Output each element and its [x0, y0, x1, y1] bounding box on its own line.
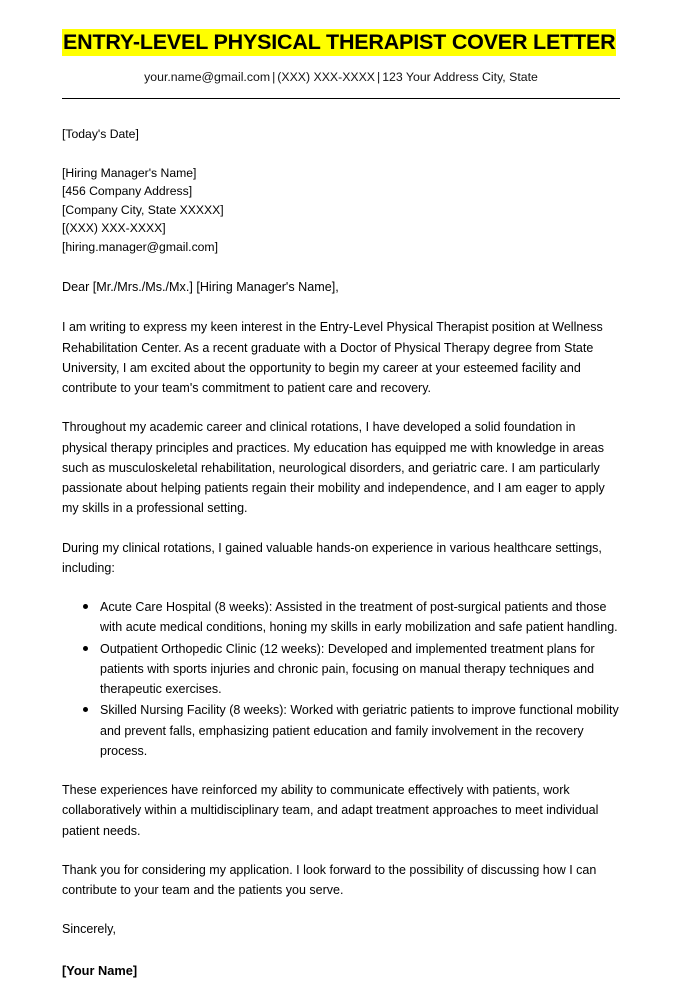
- bullet-icon: [83, 604, 88, 609]
- signature-name: [Your Name]: [62, 963, 138, 979]
- list-intro-paragraph: During my clinical rotations, I gained valuable hands-on experience in various healthcare settings, including:: [62, 540, 602, 575]
- signoff: Sincerely,: [62, 922, 116, 937]
- list-item: [62, 700, 620, 761]
- recipient-email: [hiring.manager@gmail.com]: [62, 239, 218, 254]
- body-paragraph-2: Throughout my academic career and clinical rotations, I have developed a solid foundation in physical therapy principles and practices. My education has equipped me with knowledge in areas such as musculoskeletal rehabilitation, neurological disorders, and geriatric care. I am particularly passionate about helping patients regain their mobility and independence, and I am eager to apply my skills in a professional setting.: [62, 420, 605, 516]
- body-paragraph-1: I am writing to express my keen interest in the Entry-Level Physical Therapist position at Wellness Rehabilitation Center. As a recent graduate with a Doctor of Physical Therapy degree from State University, I am excited about the opportunity to begin my career at your esteemed facility and contribute to your team's commitment to patient care and recovery.: [62, 320, 603, 396]
- letter-header: [62, 0, 620, 99]
- page-title: [62, 29, 620, 55]
- header-divider: [62, 98, 620, 99]
- list-item-text: Outpatient Orthopedic Clinic (12 weeks): Developed and implemented treatment plans for patients with sports injuries and chronic pain, focusing on manual therapy techniques and therapeutic exercises.: [100, 641, 595, 697]
- list-item: [62, 597, 620, 638]
- experience-list: [62, 597, 620, 761]
- list-item-text: Acute Care Hospital (8 weeks): Assisted in the treatment of post-surgical patients and those with acute medical conditions, honing my skills in early mobilization and safe patient handling.: [100, 600, 618, 635]
- letter-body: [62, 125, 620, 980]
- list-item: [62, 639, 620, 700]
- contact-line: [62, 69, 620, 86]
- contact-phone: (XXX) XXX-XXXX: [277, 70, 376, 85]
- contact-separator-1: |: [272, 70, 276, 85]
- contact-email: your.name@gmail.com: [144, 70, 271, 85]
- recipient-name: [Hiring Manager's Name]: [62, 165, 197, 180]
- bullet-icon: [83, 707, 88, 712]
- contact-separator-2: |: [377, 70, 381, 85]
- contact-address: 123 Your Address City, State: [382, 70, 538, 85]
- title-highlight: ENTRY-LEVEL PHYSICAL THERAPIST COVER LETTER: [63, 30, 616, 54]
- closing-paragraph-1: These experiences have reinforced my ability to communicate effectively with patients, work collaboratively within a multidisciplinary team, and adapt treatment approaches to meet individual patient needs.: [62, 783, 599, 838]
- recipient-street: [456 Company Address]: [62, 184, 193, 199]
- recipient-phone: [(XXX) XXX-XXXX]: [62, 221, 166, 236]
- list-item-text: Skilled Nursing Facility (8 weeks): Worked with geriatric patients to improve functional mobility and prevent falls, emphasizing patient education and family involvement in the recovery process.: [100, 703, 619, 758]
- date-line: [Today's Date]: [62, 127, 139, 142]
- recipient-block: [62, 164, 620, 257]
- recipient-city-state-zip: [Company City, State XXXXX]: [62, 202, 224, 217]
- letter-content: [62, 0, 620, 981]
- salutation: Dear [Mr./Mrs./Ms./Mx.] [Hiring Manager's Name],: [62, 280, 339, 295]
- closing-paragraph-2: Thank you for considering my application. I look forward to the possibility of discussing how I can contribute to your team and the patients you serve.: [62, 862, 597, 898]
- bullet-icon: [83, 646, 88, 651]
